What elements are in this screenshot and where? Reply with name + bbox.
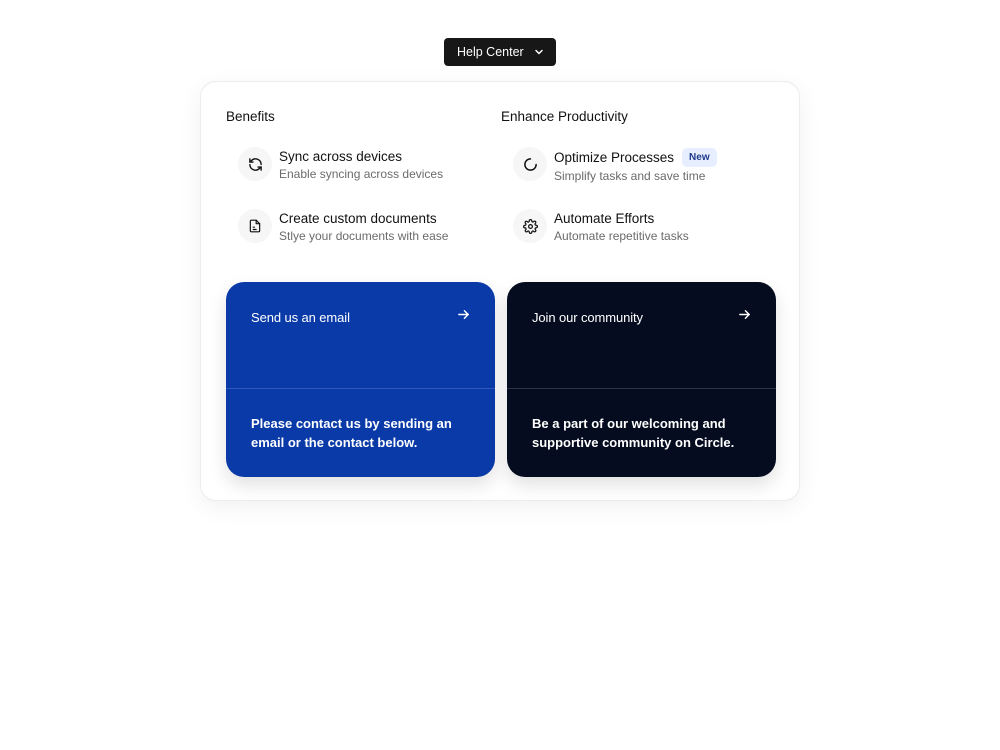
help-center-button[interactable] — [444, 38, 556, 66]
feature-title-text: Optimize Processes — [554, 150, 675, 165]
document-icon — [238, 209, 272, 243]
feature-description: Simplify tasks and save time — [554, 169, 706, 183]
feature-title: Create custom documents — [279, 211, 437, 226]
card-divider — [226, 388, 495, 389]
new-badge: New — [682, 148, 717, 167]
feature-description: Automate repetitive tasks — [554, 229, 689, 243]
send-email-card[interactable] — [226, 282, 495, 477]
feature-description: Stlye your documents with ease — [279, 229, 449, 243]
benefits-title: Benefits — [226, 109, 275, 124]
feature-description: Enable syncing across devices — [279, 167, 444, 181]
feature-sync-across-devices[interactable] — [238, 148, 443, 183]
feature-create-custom-documents[interactable] — [238, 210, 448, 245]
arrow-right-icon — [738, 308, 751, 326]
feature-title: Sync across devices — [279, 149, 403, 164]
loader-icon — [513, 147, 547, 181]
feature-optimize-processes[interactable] — [513, 148, 717, 185]
join-community-card[interactable] — [507, 282, 776, 477]
help-center-label: Help Center — [457, 45, 524, 59]
settings-gear-icon — [513, 209, 547, 243]
arrow-right-icon — [457, 308, 470, 326]
feature-title — [554, 148, 717, 167]
send-email-card-body: Please contact us by sending an email or the contact below. — [251, 416, 452, 450]
send-email-card-title: Send us an email — [251, 309, 350, 325]
feature-title: Automate Efforts — [554, 211, 655, 226]
enhance-productivity-title: Enhance Productivity — [501, 109, 628, 124]
help-center-dropdown-panel — [200, 81, 800, 501]
join-community-card-title: Join our community — [532, 309, 643, 325]
sync-icon — [238, 147, 272, 181]
chevron-down-icon — [528, 47, 556, 57]
join-community-card-body: Be a part of our welcoming and supportive community on Circle. — [532, 416, 735, 450]
card-divider — [507, 388, 776, 389]
feature-automate-efforts[interactable] — [513, 210, 689, 245]
